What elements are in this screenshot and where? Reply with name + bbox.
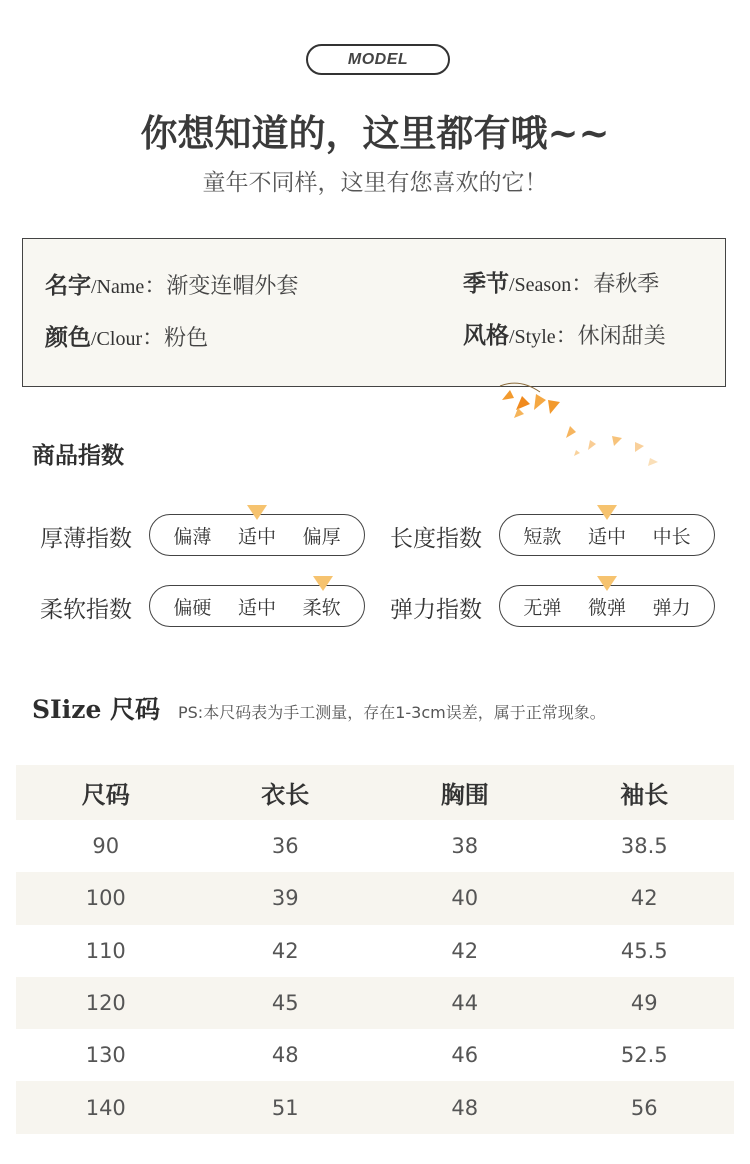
info-style-en: /Style [509, 326, 556, 348]
softness-option: 柔软 [302, 596, 341, 619]
table-row [16, 977, 734, 1029]
thickness-index-scale [149, 514, 365, 556]
table-cell: 42 [451, 938, 479, 963]
table-cell: 42 [555, 872, 735, 924]
elasticity-option: 微弹 [587, 596, 626, 619]
table-cell: 56 [555, 1081, 735, 1133]
table-cell: 38.5 [620, 834, 668, 859]
info-color [45, 319, 208, 352]
table-row [16, 1029, 734, 1081]
length-option: 中长 [652, 525, 691, 548]
info-season [463, 265, 659, 298]
table-cell: 140 [16, 1081, 196, 1133]
table-cell: 40 [375, 872, 555, 924]
table-row [16, 925, 734, 977]
info-name-value: ：渐变连帽外套 [144, 274, 299, 299]
elasticity-option: 弹力 [652, 596, 691, 619]
softness-selected-marker [313, 576, 333, 591]
page-subline: 童年不同样，这里有您喜欢的它！ [202, 170, 548, 196]
table-cell: 49 [555, 977, 735, 1029]
column-header: 尺码 [16, 765, 196, 820]
size-measurement-note: PS:本尺码表为手工测量，存在1-3cm误差，属于正常现象。 [178, 703, 606, 722]
info-color-label: 颜色 [45, 324, 91, 351]
column-header: 胸围 [375, 765, 555, 820]
size-table-header [16, 765, 734, 820]
table-cell: 45.5 [620, 938, 668, 963]
info-style-value: ：休闲甜美 [555, 324, 666, 349]
table-cell: 36 [271, 834, 299, 859]
length-index-label: 长度指数 [390, 526, 482, 552]
table-cell: 51 [196, 1081, 376, 1133]
length-index-scale [499, 514, 715, 556]
info-name-en: /Name [91, 276, 145, 298]
table-cell: 110 [85, 938, 126, 963]
table-cell: 38 [451, 834, 479, 859]
info-season-en: /Season [509, 274, 572, 296]
table-row [16, 820, 734, 872]
table-cell: 39 [196, 872, 376, 924]
thickness-option: 适中 [237, 525, 276, 548]
info-name-label: 名字 [45, 272, 91, 299]
page-headline: 你想知道的，这里都有哦~~ [140, 111, 610, 155]
table-cell: 42 [271, 938, 299, 963]
table-cell: 45 [196, 977, 376, 1029]
length-option: 短款 [523, 525, 562, 548]
table-cell: 44 [375, 977, 555, 1029]
thickness-selected-marker [247, 505, 267, 520]
info-season-value: ：春秋季 [571, 272, 660, 297]
size-section-title: SIize 尺码 [32, 695, 161, 724]
table-cell: 130 [85, 1043, 126, 1068]
product-info-box [22, 238, 726, 387]
elasticity-index-label: 弹力指数 [390, 597, 482, 623]
length-option: 适中 [587, 525, 626, 548]
table-row [16, 1081, 734, 1133]
size-table [16, 765, 734, 1134]
table-cell: 52.5 [620, 1043, 668, 1068]
table-cell: 90 [92, 834, 120, 859]
table-cell: 120 [16, 977, 196, 1029]
thickness-option: 偏薄 [173, 525, 212, 548]
elasticity-option: 无弹 [523, 596, 562, 619]
softness-option: 适中 [237, 596, 276, 619]
thickness-index-label: 厚薄指数 [40, 526, 132, 552]
info-season-label: 季节 [463, 270, 509, 297]
table-cell: 46 [451, 1043, 479, 1068]
column-header: 袖长 [555, 765, 735, 820]
info-style-label: 风格 [463, 322, 509, 349]
model-badge: MODEL [306, 44, 450, 75]
elasticity-index-scale [499, 585, 715, 627]
ginkgo-leaves-decoration [490, 378, 670, 478]
thickness-option: 偏厚 [302, 525, 341, 548]
softness-index-scale [149, 585, 365, 627]
table-cell: 48 [271, 1043, 299, 1068]
table-row [16, 872, 734, 924]
length-selected-marker [597, 505, 617, 520]
table-cell: 100 [16, 872, 196, 924]
info-name [45, 267, 298, 300]
column-header: 衣长 [196, 765, 376, 820]
info-color-value: ：粉色 [142, 326, 209, 351]
info-color-en: /Clour [91, 328, 143, 350]
index-section-title: 商品指数 [32, 437, 124, 470]
info-style [463, 317, 666, 350]
softness-index-label: 柔软指数 [40, 597, 132, 623]
elasticity-selected-marker [597, 576, 617, 591]
table-cell: 48 [375, 1081, 555, 1133]
softness-option: 偏硬 [173, 596, 212, 619]
